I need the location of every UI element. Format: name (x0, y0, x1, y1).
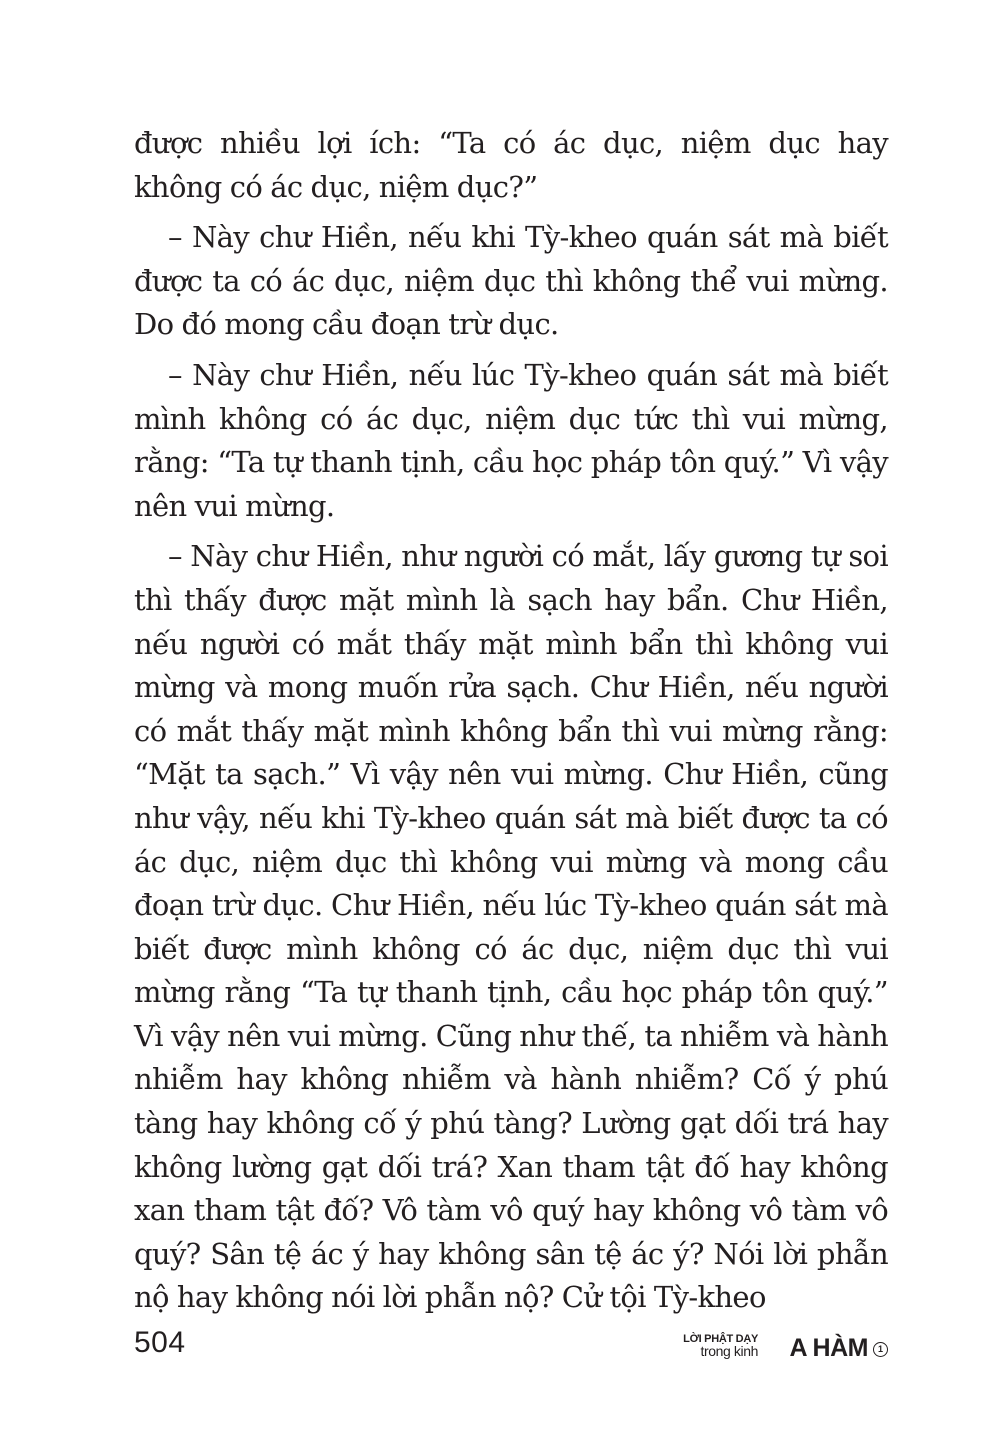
paragraph: – Này chư Hiền, nếu khi Tỳ-kheo quán sát mà biết được ta có ác dục, niệm dục thì không thể vui mừng. Do đó mong cầu đoạn trừ dục. (134, 220, 888, 342)
page-body-text (134, 122, 888, 1327)
book-title-bottom-line: trong kinh (700, 1343, 758, 1359)
volume-badge: 1 (873, 1342, 888, 1357)
paragraph: – Này chư Hiền, nếu lúc Tỳ-kheo quán sát mà biết mình không có ác dục, niệm dục tức thì vui mừng, rằng: “Ta tự thanh tịnh, cầu học pháp tôn quý.” Vì vậy nên vui mừng. (134, 357, 888, 523)
book-title-top-line: LỜI PHẬT DẠY (683, 1333, 758, 1345)
page-number: 504 (134, 1326, 186, 1359)
paragraph: – Này chư Hiền, như người có mắt, lấy gương tự soi thì thấy được mặt mình là sạch hay bẩn. Chư Hiền, nếu người có mắt thấy mặt mình bẩn thì không vui mừng và mong muốn rửa sạch. Chư Hiền, nếu người có mắt thấy mặt mình không bẩn thì vui mừng rằng: “Mặt ta sạch.” Vì vậy nên vui mừng. Chư Hiền, cũng như vậy, nếu khi Tỳ-kheo quán sát mà biết được ta có ác dục, niệm dục thì không vui mừng và mong cầu đoạn trừ dục. Chư Hiền, nếu lúc Tỳ-kheo quán sát mà biết được mình không có ác dục, niệm dục thì vui mừng rằng “Ta tự thanh tịnh, cầu học pháp tôn quý.” Vì vậy nên vui mừng. Cũng như thế, ta nhiễm và hành nhiễm hay không nhiễm và hành nhiễm? Cố ý phú tàng hay không cố ý phú tàng? Lường gạt dối trá hay không lường gạt dối trá? Xan tham tật đố hay không xan tham tật đố? Vô tàm vô quý hay không vô tàm vô quý? Sân tệ ác ý hay không sân tệ ác ý? Nói lời phẫn nộ hay không nói lời phẫn nộ? Cử tội Tỳ-kheo (134, 539, 888, 1315)
book-title-main: A HÀM (789, 1334, 868, 1362)
page-footer (134, 1322, 888, 1372)
paragraph: được nhiều lợi ích: “Ta có ác dục, niệm dục hay không có ác dục, niệm dục?” (134, 126, 888, 204)
